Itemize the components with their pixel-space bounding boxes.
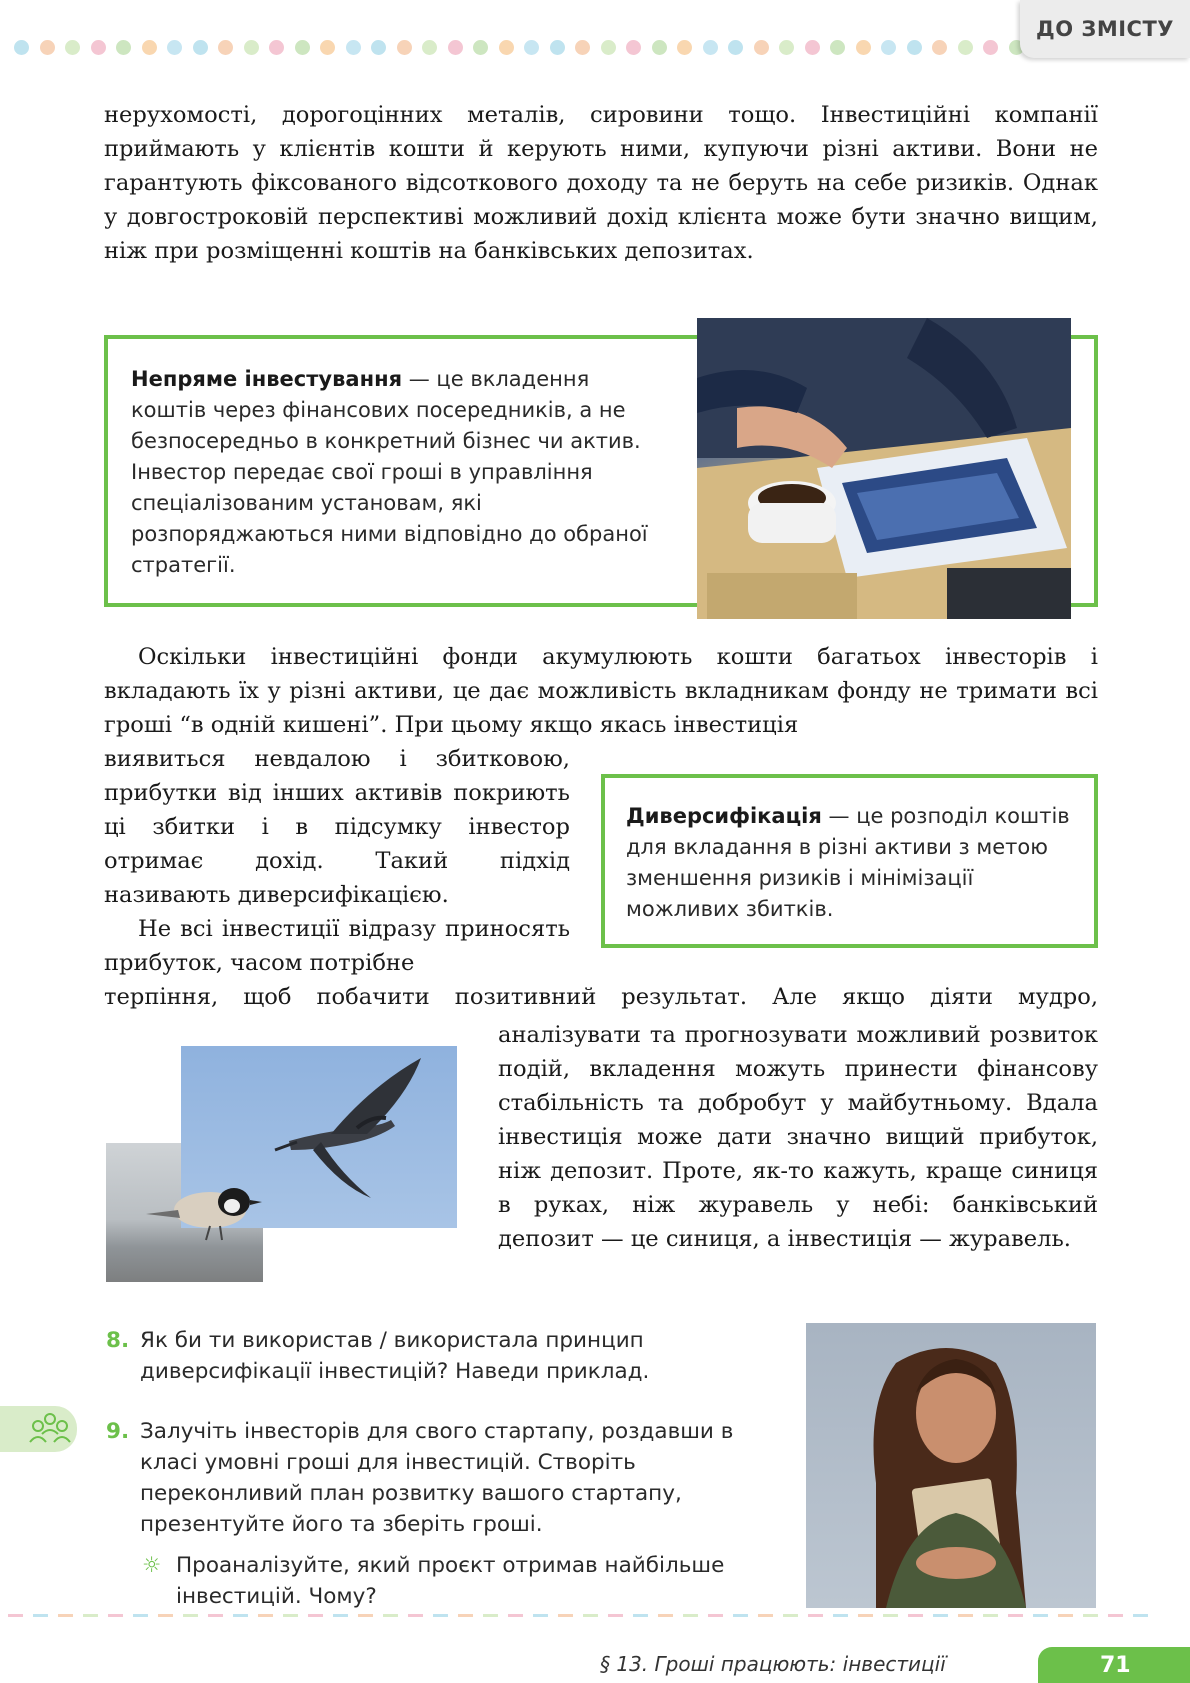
decoration-dot <box>805 40 820 55</box>
decoration-dash <box>1058 1614 1073 1617</box>
decoration-dash <box>1083 1614 1098 1617</box>
funds-paragraph-continued: виявиться невдалою і збитковою, прибутки від інших активів покриють ці збитки і в підсумку інвестор отримає дохід. Такий підхід називають диверсифікацією. Не всі інвестиції відразу приносять прибуток, часом потрібне <box>104 746 570 976</box>
decoration-dash <box>358 1614 373 1617</box>
definition-diversification <box>626 801 1081 925</box>
decoration-dash <box>558 1614 573 1617</box>
decoration-dot <box>575 40 590 55</box>
patience-paragraph: терпіння, щоб побачити позитивний результат. Але якщо діяти мудро, <box>104 984 1098 1010</box>
question-text: Залучіть інвесторів для свого стартапу, роздавши в класі умовні гроші для інвестицій. Створіть переконливий план розвитку вашого стартапу, презентуйте його та зберіть гроші. <box>140 1419 734 1537</box>
decoration-dot <box>626 40 641 55</box>
decoration-dash <box>408 1614 423 1617</box>
decoration-dash <box>383 1614 398 1617</box>
definition-term: Непряме інвестування <box>131 367 403 391</box>
patience-paragraph-continued: аналізувати та прогнозувати можливий розвиток подій, вкладення можуть принести фінансову стабільність та добробут у майбутньому. Вдала інвестиція може дати значно вищий прибуток, ніж депозит. Проте, як-то кажуть, краще синиця в руках, ніж журавель у небі: банківський депозит — це синиця, а інвестиція — журавель. <box>498 1022 1098 1252</box>
decoration-dash <box>108 1614 123 1617</box>
decoration-dash <box>1033 1614 1048 1617</box>
question-number: 8. <box>106 1328 130 1353</box>
decoration-dot <box>881 40 896 55</box>
decoration-dash <box>458 1614 473 1617</box>
decoration-dot <box>65 40 80 55</box>
decoration-dot <box>295 40 310 55</box>
decoration-dot <box>550 40 565 55</box>
decoration-dot <box>193 40 208 55</box>
subtask <box>142 1550 766 1612</box>
decoration-dot <box>524 40 539 55</box>
decoration-dash <box>158 1614 173 1617</box>
decoration-dash <box>258 1614 273 1617</box>
decoration-dash <box>308 1614 323 1617</box>
decoration-dash <box>908 1614 923 1617</box>
decoration-dash <box>208 1614 223 1617</box>
decoration-dot <box>218 40 233 55</box>
decoration-dot <box>499 40 514 55</box>
decoration-dot <box>422 40 437 55</box>
decoration-dash <box>733 1614 748 1617</box>
decoration-dot <box>703 40 718 55</box>
decoration-dash <box>1108 1614 1123 1617</box>
decoration-dot <box>754 40 769 55</box>
decoration-dot <box>14 40 29 55</box>
photo-business-documents <box>697 318 1071 619</box>
decoration-dash <box>983 1614 998 1617</box>
decoration-dot <box>830 40 845 55</box>
question-8 <box>106 1325 760 1387</box>
funds-paragraph: Оскільки інвестиційні фонди акумулюють кошти багатьох інвесторів і вкладають їх у різні активи, це дає можливість вкладникам фонду не тримати всі гроші “в одній кишені”. При цьому якщо якась інвестиція <box>104 644 1098 738</box>
definition-body: — це вкладення коштів через фінансових посередників, а не безпосередньо в конкретний бізнес чи актив. Інвестор передає свої гроші в управління спеціалізованим установам, які розпоряджаються ними відповідно до обраної стратегії. <box>131 367 648 577</box>
decoration-dot <box>371 40 386 55</box>
decoration-dot <box>601 40 616 55</box>
decoration-dash <box>758 1614 773 1617</box>
decoration-dot <box>167 40 182 55</box>
decoration-dot <box>652 40 667 55</box>
decoration-dot <box>677 40 692 55</box>
decoration-dash <box>808 1614 823 1617</box>
decoration-dash <box>958 1614 973 1617</box>
decoration-dot <box>40 40 55 55</box>
decoration-dash <box>183 1614 198 1617</box>
decoration-dash <box>8 1614 23 1617</box>
group-people-icon <box>0 1406 77 1452</box>
decoration-dash <box>933 1614 948 1617</box>
intro-paragraph: нерухомості, дорогоцінних металів, сировини тощо. Інвестиційні компанії приймають у клієнтів кошти й керують ними, купуючи різні активи. Вони не гарантують фіксованого відсоткового доходу та не беруть на себе ризиків. Однак у довгостроковій перспективі можливий дохід клієнта може бути значно вищим, ніж при розміщенні коштів на банківських депозитах. <box>104 102 1098 264</box>
group-work-marker <box>0 1406 77 1452</box>
decoration-dot <box>320 40 335 55</box>
decoration-dash <box>708 1614 723 1617</box>
decoration-dot <box>779 40 794 55</box>
decoration-dot <box>91 40 106 55</box>
toc-button[interactable]: ДО ЗМІСТУ <box>1020 0 1190 58</box>
decoration-dot <box>448 40 463 55</box>
photo-girl-with-book <box>806 1323 1096 1608</box>
decoration-dash <box>58 1614 73 1617</box>
decoration-dash <box>883 1614 898 1617</box>
decoration-dash <box>858 1614 873 1617</box>
decoration-dash <box>683 1614 698 1617</box>
photo-tit-bird <box>106 1180 276 1250</box>
decoration-dash <box>33 1614 48 1617</box>
decoration-dot <box>907 40 922 55</box>
decoration-dash <box>83 1614 98 1617</box>
page-number: 71 <box>1038 1647 1190 1683</box>
decoration-dot <box>244 40 259 55</box>
definition-indirect <box>131 364 656 581</box>
decoration-dot <box>983 40 998 55</box>
decoration-dot <box>932 40 947 55</box>
decoration-dash <box>483 1614 498 1617</box>
top-dots-decoration <box>14 40 1044 60</box>
decoration-dash <box>783 1614 798 1617</box>
chapter-title: § 13. Гроші працюють: інвестиції <box>600 1652 946 1676</box>
decoration-dash <box>508 1614 523 1617</box>
definition-term: Диверсифікація <box>626 804 822 828</box>
decoration-dot <box>473 40 488 55</box>
decoration-dash <box>333 1614 348 1617</box>
bottom-dashes-decoration <box>0 1614 1190 1622</box>
decoration-dot <box>958 40 973 55</box>
decoration-dash <box>658 1614 673 1617</box>
decoration-dash <box>633 1614 648 1617</box>
decoration-dot <box>346 40 361 55</box>
decoration-dot <box>856 40 871 55</box>
decoration-dash <box>533 1614 548 1617</box>
decoration-dash <box>233 1614 248 1617</box>
decoration-dash <box>283 1614 298 1617</box>
question-number: 9. <box>106 1419 130 1444</box>
decoration-dash <box>833 1614 848 1617</box>
decoration-dot <box>397 40 412 55</box>
decoration-dash <box>608 1614 623 1617</box>
decoration-dash <box>1133 1614 1148 1617</box>
decoration-dot <box>269 40 284 55</box>
decoration-dot <box>142 40 157 55</box>
decoration-dash <box>433 1614 448 1617</box>
sun-star-icon: ☼ <box>142 1553 162 1578</box>
subtask-text: Проаналізуйте, який проєкт отримав найбільше інвестицій. Чому? <box>176 1553 725 1609</box>
decoration-dash <box>1008 1614 1023 1617</box>
definition-body: — це розподіл коштів для вкладання в різні активи з метою зменшення ризиків і мінімізації можливих збитків. <box>626 804 1070 921</box>
decoration-dash <box>133 1614 148 1617</box>
decoration-dot <box>116 40 131 55</box>
decoration-dash <box>583 1614 598 1617</box>
decoration-dot <box>728 40 743 55</box>
question-9 <box>106 1416 760 1540</box>
question-text: Як би ти використав / використала принцип диверсифікації інвестицій? Наведи приклад. <box>140 1328 650 1384</box>
